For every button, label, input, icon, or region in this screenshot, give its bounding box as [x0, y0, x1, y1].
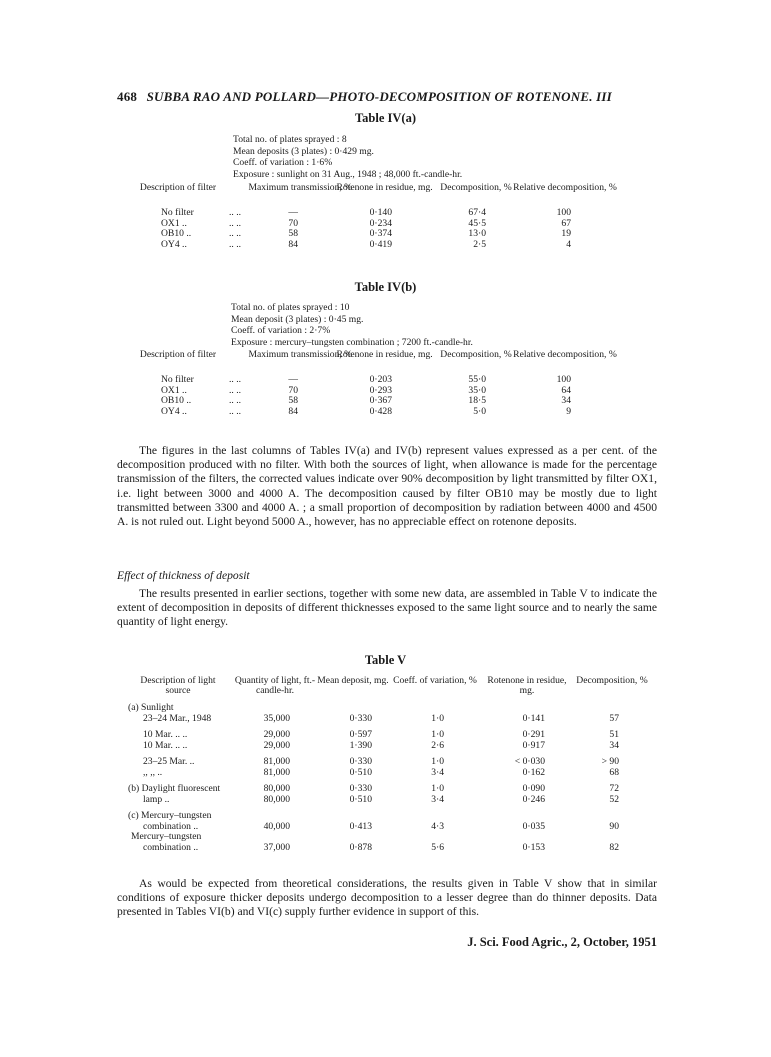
- leader-dots: .. ..: [229, 405, 241, 417]
- light-source: 10 Mar. .. ..: [143, 739, 188, 751]
- leader-dots: .. ..: [229, 384, 241, 396]
- light-source: 10 Mar. .. ..: [143, 729, 188, 740]
- coeff-value: 1·0: [431, 729, 444, 740]
- column-header: Decomposition, %: [440, 182, 512, 193]
- column-header: Coeff. of variation, %: [393, 675, 477, 686]
- decomposition-value: 51: [609, 729, 619, 740]
- running-title: SUBBA RAO AND POLLARD—PHOTO-DECOMPOSITION OF ROTENONE. III: [146, 89, 612, 104]
- column-header: Rotenone in residue, mg.: [336, 182, 433, 193]
- leader-dots: .. ..: [229, 395, 241, 406]
- light-source: ,, ,, ..: [143, 766, 163, 778]
- column-header: Description of light source: [140, 675, 216, 696]
- light-source: (c) Mercury–tungsten: [128, 810, 212, 821]
- body-paragraph-3: [117, 877, 657, 920]
- meta-line: Exposure : mercury–tungsten combination ; 7200 ft.-candle-hr.: [231, 336, 473, 348]
- quantity-value: 40,000: [263, 820, 290, 832]
- light-source: combination ..: [143, 820, 199, 832]
- residue-value: 0·246: [522, 793, 545, 805]
- residue-value: 0·428: [369, 405, 392, 417]
- coeff-value: 1·0: [431, 783, 444, 794]
- quantity-value: 81,000: [263, 766, 290, 778]
- light-source: 23–25 Mar. ..: [143, 756, 195, 767]
- decomposition-value: 67·4: [468, 207, 486, 218]
- quantity-value: 29,000: [263, 739, 290, 751]
- table-4a: [0, 183, 771, 258]
- light-source: (a) Sunlight: [128, 702, 174, 713]
- relative-value: 19: [561, 228, 571, 239]
- table-5: [0, 676, 771, 856]
- quantity-value: 35,000: [263, 712, 290, 724]
- relative-value: 100: [556, 374, 571, 385]
- quantity-value: 80,000: [263, 793, 290, 805]
- filter-name: No filter: [161, 207, 194, 218]
- decomposition-value: 52: [609, 793, 619, 805]
- journal-citation: J. Sci. Food Agric., 2, October, 1951: [467, 935, 657, 949]
- decomposition-value: 5·0: [473, 405, 486, 417]
- mean-deposit-value: 0·878: [349, 841, 372, 853]
- meta-line: Coeff. of variation : 1·6%: [233, 157, 333, 168]
- table-5-caption: Table V: [364, 653, 407, 667]
- residue-value: 0·162: [522, 766, 545, 778]
- column-header: Relative decomposition, %: [513, 349, 617, 360]
- decomposition-value: 68: [609, 766, 619, 778]
- meta-line: Coeff. of variation : 2·7%: [231, 325, 331, 336]
- leader-dots: .. ..: [229, 374, 241, 385]
- mean-deposit-value: 0·597: [349, 729, 372, 740]
- decomposition-value: 45·5: [468, 217, 486, 229]
- column-header: Decomposition, %: [440, 349, 512, 360]
- residue-value: 0·291: [522, 729, 545, 740]
- transmission-value: 70: [288, 384, 298, 396]
- residue-value: < 0·030: [514, 756, 545, 767]
- residue-value: 0·419: [369, 238, 392, 250]
- transmission-value: —: [288, 374, 298, 385]
- coeff-value: 2·6: [431, 739, 444, 751]
- decomposition-value: 90: [609, 820, 619, 832]
- relative-value: 4: [566, 238, 571, 250]
- relative-value: 9: [566, 405, 571, 417]
- column-header: Description of filter: [139, 182, 217, 193]
- decomposition-value: 55·0: [468, 374, 486, 385]
- column-header: Mean deposit, mg.: [317, 675, 389, 686]
- mean-deposit-value: 0·510: [349, 793, 372, 805]
- filter-name: OB10 ..: [161, 228, 192, 239]
- decomposition-value: 13·0: [468, 228, 486, 239]
- mean-deposit-value: 1·390: [349, 739, 372, 751]
- quantity-value: 80,000: [263, 783, 290, 794]
- meta-line: Exposure : sunlight on 31 Aug., 1948 ; 48,000 ft.-candle-hr.: [233, 168, 463, 180]
- transmission-value: —: [288, 207, 298, 218]
- residue-value: 0·293: [369, 384, 392, 396]
- table-4b-caption: Table IV(b): [354, 280, 417, 294]
- coeff-value: 1·0: [431, 756, 444, 767]
- transmission-value: 70: [288, 217, 298, 229]
- coeff-value: 1·0: [431, 712, 444, 724]
- filter-name: OX1 ..: [161, 217, 187, 229]
- decomposition-value: 82: [609, 841, 619, 853]
- mean-deposit-value: 0·330: [349, 783, 372, 794]
- column-header: Quantity of light, ft.-candle-hr.: [234, 675, 316, 696]
- table-4a-caption: Table IV(a): [354, 111, 416, 125]
- leader-dots: .. ..: [229, 207, 241, 218]
- column-header: Maximum transmission, %: [248, 349, 353, 360]
- relative-value: 64: [561, 384, 571, 396]
- table-4b: [0, 350, 771, 425]
- page-number: 468: [117, 89, 138, 104]
- column-header: Rotenone in residue, mg.: [487, 675, 567, 696]
- meta-line: Total no. of plates sprayed : 10: [231, 302, 350, 313]
- transmission-value: 58: [288, 228, 298, 239]
- quantity-value: 29,000: [263, 729, 290, 740]
- meta-line: Mean deposits (3 plates) : 0·429 mg.: [233, 145, 374, 157]
- table-4b-meta: [231, 302, 473, 348]
- decomposition-value: > 90: [601, 756, 619, 767]
- mean-deposit-value: 0·330: [349, 712, 372, 724]
- transmission-value: 84: [288, 405, 298, 417]
- light-source: lamp ..: [143, 793, 170, 805]
- paragraph-text: As would be expected from theoretical considerations, the results given in Table V show that in similar conditions of exposure thicker deposits undergo decomposition to a lesser degree than do thinner deposits. Data presented in Tables VI(b) and VI(c) supply further evidence in support of this.: [117, 877, 657, 919]
- decomposition-value: 2·5: [473, 238, 486, 250]
- transmission-value: 84: [288, 238, 298, 250]
- relative-value: 34: [561, 395, 571, 406]
- meta-line: Mean deposit (3 plates) : 0·45 mg.: [231, 313, 364, 325]
- residue-value: 0·917: [522, 739, 545, 751]
- decomposition-value: 18·5: [468, 395, 486, 406]
- page-header: [117, 89, 612, 105]
- mean-deposit-value: 0·330: [349, 756, 372, 767]
- residue-value: 0·140: [369, 207, 392, 218]
- decomposition-value: 57: [609, 712, 619, 724]
- residue-value: 0·203: [369, 374, 392, 385]
- mean-deposit-value: 0·413: [349, 820, 372, 832]
- paragraph-text: The figures in the last columns of Tables IV(a) and IV(b) represent values expressed as a per cent. of the decomposition produced with no filter. With both the sources of light, when allowance is made for the percentage transmission of the filters, the corrected values indicate over 90% decomposition by light transmitted by filter OX1, i.e. light between 3000 and 4000 A. The decomposition caused by filter OB10 may be mostly due to light transmitted between 3300 and 4000 A. ; a small proportion of decomposition by radiation between 4000 and 4500 A. is not ruled out. Light beyond 5000 A., however, has no appreciable effect on rotenone deposits.: [117, 444, 657, 529]
- filter-name: OX1 ..: [161, 384, 187, 396]
- leader-dots: .. ..: [229, 228, 241, 239]
- residue-value: 0·367: [369, 395, 392, 406]
- leader-dots: .. ..: [229, 238, 241, 250]
- paragraph-text: The results presented in earlier sections, together with some new data, are assembled in Table V to indicate the extent of decomposition in deposits of different thicknesses exposed to the same light source and to nearly the same quantity of light energy.: [117, 587, 657, 629]
- light-source: combination ..: [143, 841, 199, 853]
- quantity-value: 81,000: [263, 756, 290, 767]
- decomposition-value: 35·0: [468, 384, 486, 396]
- mean-deposit-value: 0·510: [349, 766, 372, 778]
- column-header: Rotenone in residue, mg.: [336, 349, 433, 360]
- light-source: (b) Daylight fluorescent: [128, 783, 221, 794]
- section-title: Effect of thickness of deposit: [117, 569, 250, 582]
- filter-name: OY4 ..: [161, 405, 187, 417]
- meta-line: Total no. of plates sprayed : 8: [233, 134, 347, 145]
- relative-value: 67: [561, 217, 571, 229]
- coeff-value: 4·3: [431, 820, 444, 832]
- quantity-value: 37,000: [263, 841, 290, 853]
- residue-value: 0·374: [369, 228, 392, 239]
- residue-value: 0·234: [369, 217, 392, 229]
- table-4a-meta: [233, 134, 462, 180]
- decomposition-value: 34: [609, 739, 619, 751]
- light-source: Mercury–tungsten: [131, 831, 202, 842]
- transmission-value: 58: [288, 395, 298, 406]
- light-source: 23–24 Mar., 1948: [143, 712, 212, 724]
- residue-value: 0·035: [522, 820, 545, 832]
- coeff-value: 3·4: [431, 766, 444, 778]
- decomposition-value: 72: [609, 783, 619, 794]
- column-header: Maximum transmission, %: [248, 182, 353, 193]
- filter-name: No filter: [161, 374, 194, 385]
- filter-name: OB10 ..: [161, 395, 192, 406]
- coeff-value: 5·6: [431, 841, 444, 853]
- column-header: Decomposition, %: [576, 675, 648, 686]
- coeff-value: 3·4: [431, 793, 444, 805]
- residue-value: 0·141: [522, 712, 545, 724]
- body-paragraph-1: [117, 444, 657, 529]
- residue-value: 0·153: [522, 841, 545, 853]
- leader-dots: .. ..: [229, 217, 241, 229]
- column-header: Relative decomposition, %: [513, 182, 617, 193]
- residue-value: 0·090: [522, 783, 545, 794]
- column-header: Description of filter: [139, 349, 217, 360]
- filter-name: OY4 ..: [161, 238, 187, 250]
- body-paragraph-2: [117, 587, 657, 630]
- relative-value: 100: [556, 207, 571, 218]
